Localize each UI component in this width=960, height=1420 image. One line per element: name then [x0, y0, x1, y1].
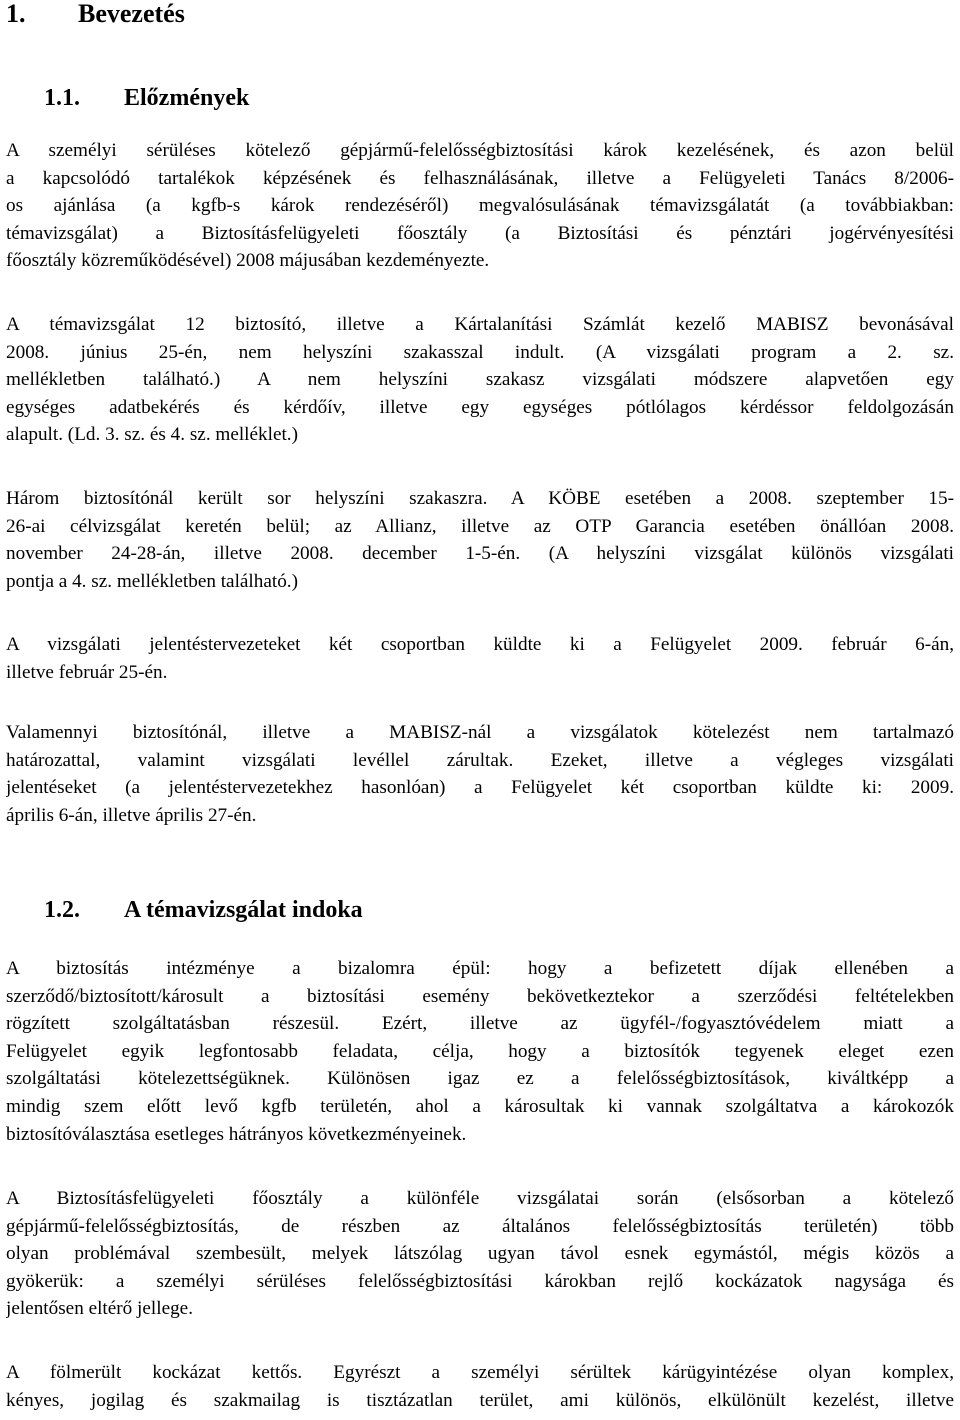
section-number: 1.2.	[44, 897, 80, 923]
text-line: olyan problémával szembesült, melyek látszólag ugyan távol esnek egymástól, mégis közös a	[6, 1243, 954, 1265]
text-line: mindig szem előtt levő kgfb területén, ahol a károsultak ki vannak szolgáltatva a károkozók	[6, 1095, 954, 1117]
text-line: A személyi sérüléses kötelező gépjármű-felelősségbiztosítási károk kezelésének, és azon belül	[6, 140, 954, 161]
text-line: rögzített szolgáltatásban részesül. Ezért, illetve az ügyfél-/fogyasztóvédelem miatt a	[6, 1013, 954, 1035]
text-line: 2008. június 25-én, nem helyszíni szakasszal indult. (A vizsgálati program a 2. sz.	[6, 341, 954, 363]
section-heading-1-2	[6, 893, 363, 927]
paragraph	[6, 1359, 954, 1414]
text-line: A biztosítás intézménye a bizalomra épül: hogy a befizetett díjak ellenében a	[6, 958, 954, 979]
paragraph	[6, 719, 954, 829]
text-line: illetve február 25-én.	[6, 661, 168, 683]
paragraph	[6, 631, 954, 686]
text-line: gyökerük: a személyi sérüléses felelősségbiztosítási károkban rejlő kockázatok nagysága és	[6, 1270, 954, 1292]
text-line: határozattal, valamint vizsgálati levéllel zárultak. Ezeket, illetve a végleges vizsgálati	[6, 749, 954, 771]
text-line: Felügyelet egyik legfontosabb feladata, célja, hogy a biztosítók tegyenek eleget ezen	[6, 1040, 954, 1062]
paragraph	[6, 137, 954, 275]
text-line: kényes, jogilag és szakmailag is tisztázatlan terület, ami különös, elkülönült kezelést, illetve	[6, 1389, 954, 1411]
text-line: szerződő/biztosított/károsult a biztosítási esemény bekövetkeztekor a szerződési feltételekben	[6, 985, 954, 1007]
section-title: A témavizsgálat indoka	[124, 897, 363, 923]
chapter-title: Bevezetés	[78, 0, 185, 28]
section-title: Előzmények	[124, 85, 250, 111]
text-line: Három biztosítónál került sor helyszíni szakaszra. A KÖBE esetében a 2008. szeptember 15-	[6, 488, 954, 509]
text-line: A Biztosításfelügyeleti főosztály a különféle vizsgálatai során (elsősorban a kötelező	[6, 1188, 954, 1209]
paragraph	[6, 485, 954, 595]
section-number: 1.1.	[44, 85, 80, 111]
text-line: A témavizsgálat 12 biztosító, illetve a Kártalanítási Számlát kezelő MABISZ bevonásával	[6, 314, 954, 335]
text-line: egységes adatbekérés és kérdőív, illetve egy egységes pótlólagos kérdéssor feldolgozásán	[6, 396, 954, 418]
text-line: november 24-28-án, illetve 2008. december 1-5-én. (A helyszíni vizsgálat különös vizsgálati	[6, 543, 954, 565]
paragraph	[6, 955, 954, 1148]
text-line: os ajánlása (a kgfb-s károk rendezéséről) megvalósulásának témavizsgálatát (a továbbiakban:	[6, 195, 954, 217]
text-line: A vizsgálati jelentéstervezeteket két csoportban küldte ki a Felügyelet 2009. február 6-án,	[6, 634, 954, 655]
text-line: jelentősen eltérő jellege.	[6, 1298, 193, 1320]
text-line: mellékletben található.) A nem helyszíni szakasz vizsgálati módszere alapvetően egy	[6, 369, 954, 391]
text-line: alapult. (Ld. 3. sz. és 4. sz. melléklet.)	[6, 424, 298, 446]
text-line: a kapcsolódó tartalékok képzésének és felhasználásának, illetve a Felügyeleti Tanács 8/2006-	[6, 167, 954, 189]
text-line: pontja a 4. sz. mellékletben található.)	[6, 570, 298, 592]
text-line: gépjármű-felelősségbiztosítás, de részben az általános felelősségbiztosítás területén) több	[6, 1215, 954, 1237]
chapter-number: 1.	[6, 0, 26, 28]
text-line: jelentéseket (a jelentéstervezetekhez hasonlóan) a Felügyelet két csoportban küldte ki: 2009.	[6, 777, 954, 799]
text-line: biztosítóválasztása esetleges hátrányos következményeinek.	[6, 1123, 467, 1145]
text-line: szolgáltatási kötelezettségüknek. Különösen igaz ez a felelősségbiztosítások, kiváltképp a	[6, 1068, 954, 1090]
paragraph	[6, 1185, 954, 1323]
text-line: 26-ai célvizsgálat keretén belül; az Allianz, illetve az OTP Garancia esetében önállóan 2008.	[6, 515, 954, 537]
section-heading-1-1	[6, 81, 249, 115]
text-line: április 6-án, illetve április 27-én.	[6, 804, 257, 826]
text-line: témavizsgálat) a Biztosításfelügyeleti főosztály (a Biztosítási és pénztári jogérvényesítési	[6, 222, 954, 244]
text-line: A fölmerült kockázat kettős. Egyrészt a személyi sérültek kárügyintézése olyan komplex,	[6, 1362, 954, 1383]
text-line: Valamennyi biztosítónál, illetve a MABISZ-nál a vizsgálatok kötelezést nem tartalmazó	[6, 722, 954, 743]
chapter-heading	[6, 0, 185, 34]
paragraph	[6, 311, 954, 449]
text-line: főosztály közreműködésével) 2008 májusában kezdeményezte.	[6, 250, 490, 272]
